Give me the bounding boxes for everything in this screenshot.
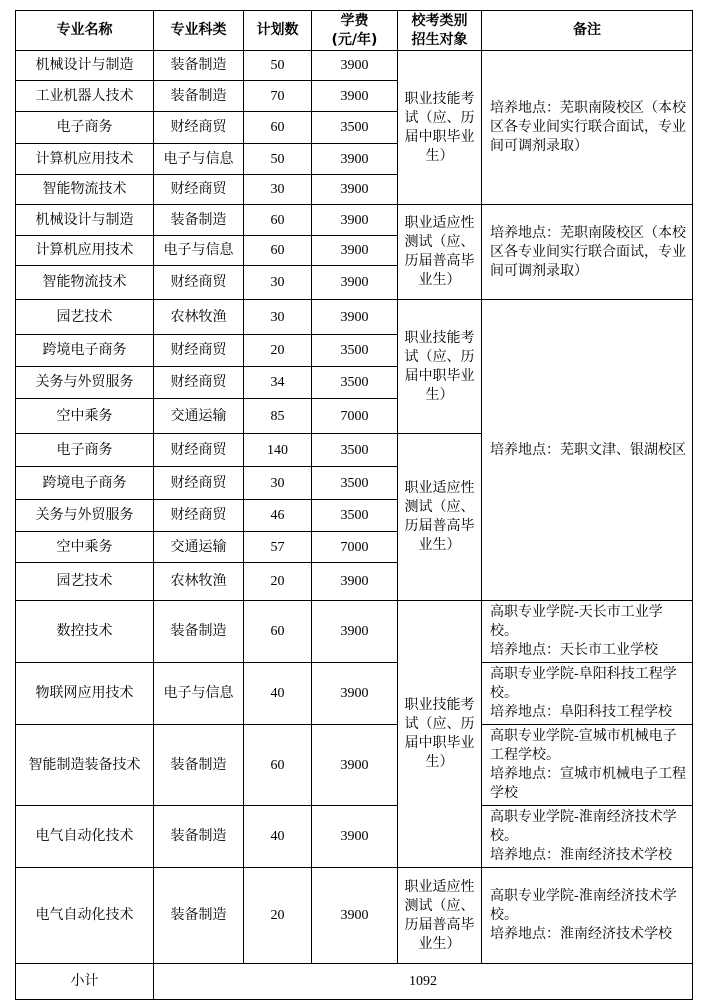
category-cell: 装备制造 bbox=[154, 868, 244, 964]
remark-college: 高职专业学院-阜阳科技工程学校。 bbox=[490, 666, 677, 701]
major-cell: 跨境电子商务 bbox=[16, 335, 154, 367]
enrollment-table bbox=[15, 10, 693, 1000]
header-fee: 学费 (元/年) bbox=[312, 11, 398, 51]
fee-cell: 3900 bbox=[312, 175, 398, 205]
major-cell: 空中乘务 bbox=[16, 532, 154, 563]
table-row bbox=[16, 300, 693, 335]
major-cell: 智能制造装备技术 bbox=[16, 725, 154, 806]
major-cell: 计算机应用技术 bbox=[16, 144, 154, 175]
exam-cell: 职业适应性测试（应、历届普高毕业生） bbox=[398, 868, 482, 964]
plan-cell: 50 bbox=[244, 144, 312, 175]
major-cell: 机械设计与制造 bbox=[16, 205, 154, 236]
plan-cell: 140 bbox=[244, 434, 312, 467]
remark-location: 培养地点：淮南经济技术学校 bbox=[490, 926, 672, 942]
header-row bbox=[16, 11, 693, 51]
exam-cell: 职业技能考试（应、历届中职毕业生） bbox=[398, 300, 482, 434]
major-cell: 物联网应用技术 bbox=[16, 663, 154, 725]
major-cell: 智能物流技术 bbox=[16, 266, 154, 300]
fee-cell: 3900 bbox=[312, 563, 398, 601]
exam-cell: 职业技能考试（应、历届中职毕业生） bbox=[398, 601, 482, 868]
major-cell: 机械设计与制造 bbox=[16, 51, 154, 81]
remark-location: 培养地点：淮南经济技术学校 bbox=[490, 847, 672, 863]
plan-cell: 30 bbox=[244, 266, 312, 300]
fee-cell: 3900 bbox=[312, 601, 398, 663]
header-category: 专业科类 bbox=[154, 11, 244, 51]
plan-cell: 60 bbox=[244, 112, 312, 144]
fee-cell: 3900 bbox=[312, 300, 398, 335]
plan-cell: 40 bbox=[244, 806, 312, 868]
plan-cell: 85 bbox=[244, 399, 312, 434]
plan-cell: 30 bbox=[244, 467, 312, 500]
plan-cell: 60 bbox=[244, 205, 312, 236]
fee-cell: 3500 bbox=[312, 434, 398, 467]
fee-cell: 3900 bbox=[312, 663, 398, 725]
remark-cell bbox=[482, 725, 693, 806]
plan-cell: 20 bbox=[244, 868, 312, 964]
remark-cell bbox=[482, 663, 693, 725]
major-cell: 园艺技术 bbox=[16, 300, 154, 335]
plan-cell: 40 bbox=[244, 663, 312, 725]
remark-cell: 培养地点：芜职文津、银湖校区 bbox=[482, 300, 693, 601]
exam-cell: 职业适应性测试（应、历届普高毕业生） bbox=[398, 434, 482, 601]
fee-cell: 3500 bbox=[312, 467, 398, 500]
major-cell: 电子商务 bbox=[16, 112, 154, 144]
major-cell: 数控技术 bbox=[16, 601, 154, 663]
fee-cell: 3500 bbox=[312, 500, 398, 532]
fee-cell: 3900 bbox=[312, 144, 398, 175]
subtotal-label: 小计 bbox=[16, 964, 154, 1000]
category-cell: 电子与信息 bbox=[154, 236, 244, 266]
table-row bbox=[16, 725, 693, 806]
category-cell: 电子与信息 bbox=[154, 663, 244, 725]
table-row bbox=[16, 663, 693, 725]
category-cell: 装备制造 bbox=[154, 725, 244, 806]
fee-cell: 3900 bbox=[312, 806, 398, 868]
category-cell: 装备制造 bbox=[154, 806, 244, 868]
table-row bbox=[16, 868, 693, 964]
fee-cell: 3900 bbox=[312, 205, 398, 236]
major-cell: 工业机器人技术 bbox=[16, 81, 154, 112]
fee-cell: 3900 bbox=[312, 868, 398, 964]
fee-cell: 3500 bbox=[312, 335, 398, 367]
category-cell: 农林牧渔 bbox=[154, 563, 244, 601]
remark-cell: 培养地点：芜职南陵校区（本校区各专业间实行联合面试，专业间可调剂录取） bbox=[482, 51, 693, 205]
category-cell: 财经商贸 bbox=[154, 467, 244, 500]
exam-cell: 职业技能考试（应、历届中职毕业生） bbox=[398, 51, 482, 205]
table-row bbox=[16, 806, 693, 868]
category-cell: 交通运输 bbox=[154, 399, 244, 434]
plan-cell: 34 bbox=[244, 367, 312, 399]
header-plan: 计划数 bbox=[244, 11, 312, 51]
category-cell: 财经商贸 bbox=[154, 335, 244, 367]
major-cell: 计算机应用技术 bbox=[16, 236, 154, 266]
category-cell: 财经商贸 bbox=[154, 500, 244, 532]
table-row bbox=[16, 205, 693, 236]
fee-cell: 3900 bbox=[312, 236, 398, 266]
table-row bbox=[16, 601, 693, 663]
header-exam: 校考类别 招生对象 bbox=[398, 11, 482, 51]
category-cell: 财经商贸 bbox=[154, 266, 244, 300]
category-cell: 农林牧渔 bbox=[154, 300, 244, 335]
category-cell: 装备制造 bbox=[154, 51, 244, 81]
category-cell: 财经商贸 bbox=[154, 367, 244, 399]
remark-location: 培养地点：天长市工业学校 bbox=[490, 642, 658, 658]
fee-cell: 3900 bbox=[312, 51, 398, 81]
header-major: 专业名称 bbox=[16, 11, 154, 51]
subtotal-row bbox=[16, 964, 693, 1000]
plan-cell: 60 bbox=[244, 725, 312, 806]
plan-cell: 57 bbox=[244, 532, 312, 563]
major-cell: 电气自动化技术 bbox=[16, 868, 154, 964]
remark-college: 高职专业学院-宣城市机械电子工程学校。 bbox=[490, 728, 677, 763]
plan-cell: 46 bbox=[244, 500, 312, 532]
remark-cell bbox=[482, 601, 693, 663]
major-cell: 电子商务 bbox=[16, 434, 154, 467]
plan-cell: 20 bbox=[244, 335, 312, 367]
category-cell: 装备制造 bbox=[154, 601, 244, 663]
remark-location: 培养地点：阜阳科技工程学校 bbox=[490, 704, 672, 720]
remark-cell: 培养地点：芜职南陵校区（本校区各专业间实行联合面试，专业间可调剂录取） bbox=[482, 205, 693, 300]
exam-cell: 职业适应性测试（应、历届普高毕业生） bbox=[398, 205, 482, 300]
header-remark: 备注 bbox=[482, 11, 693, 51]
fee-cell: 7000 bbox=[312, 532, 398, 563]
major-cell: 跨境电子商务 bbox=[16, 467, 154, 500]
category-cell: 财经商贸 bbox=[154, 175, 244, 205]
remark-college: 高职专业学院-淮南经济技术学校。 bbox=[490, 888, 677, 923]
remark-location: 培养地点：宣城市机械电子工程学校 bbox=[490, 766, 686, 801]
remark-cell bbox=[482, 868, 693, 964]
plan-cell: 60 bbox=[244, 601, 312, 663]
major-cell: 空中乘务 bbox=[16, 399, 154, 434]
category-cell: 财经商贸 bbox=[154, 112, 244, 144]
remark-cell bbox=[482, 806, 693, 868]
fee-cell: 3500 bbox=[312, 367, 398, 399]
plan-cell: 30 bbox=[244, 300, 312, 335]
subtotal-value: 1092 bbox=[154, 964, 693, 1000]
category-cell: 装备制造 bbox=[154, 205, 244, 236]
major-cell: 园艺技术 bbox=[16, 563, 154, 601]
fee-cell: 7000 bbox=[312, 399, 398, 434]
fee-cell: 3900 bbox=[312, 725, 398, 806]
category-cell: 交通运输 bbox=[154, 532, 244, 563]
remark-college: 高职专业学院-天长市工业学校。 bbox=[490, 604, 663, 639]
remark-college: 高职专业学院-淮南经济技术学校。 bbox=[490, 809, 677, 844]
major-cell: 关务与外贸服务 bbox=[16, 367, 154, 399]
fee-cell: 3900 bbox=[312, 81, 398, 112]
category-cell: 装备制造 bbox=[154, 81, 244, 112]
major-cell: 电气自动化技术 bbox=[16, 806, 154, 868]
plan-cell: 70 bbox=[244, 81, 312, 112]
category-cell: 电子与信息 bbox=[154, 144, 244, 175]
major-cell: 关务与外贸服务 bbox=[16, 500, 154, 532]
fee-cell: 3500 bbox=[312, 112, 398, 144]
fee-cell: 3900 bbox=[312, 266, 398, 300]
plan-cell: 30 bbox=[244, 175, 312, 205]
category-cell: 财经商贸 bbox=[154, 434, 244, 467]
plan-cell: 50 bbox=[244, 51, 312, 81]
plan-cell: 20 bbox=[244, 563, 312, 601]
table-row bbox=[16, 51, 693, 81]
major-cell: 智能物流技术 bbox=[16, 175, 154, 205]
plan-cell: 60 bbox=[244, 236, 312, 266]
